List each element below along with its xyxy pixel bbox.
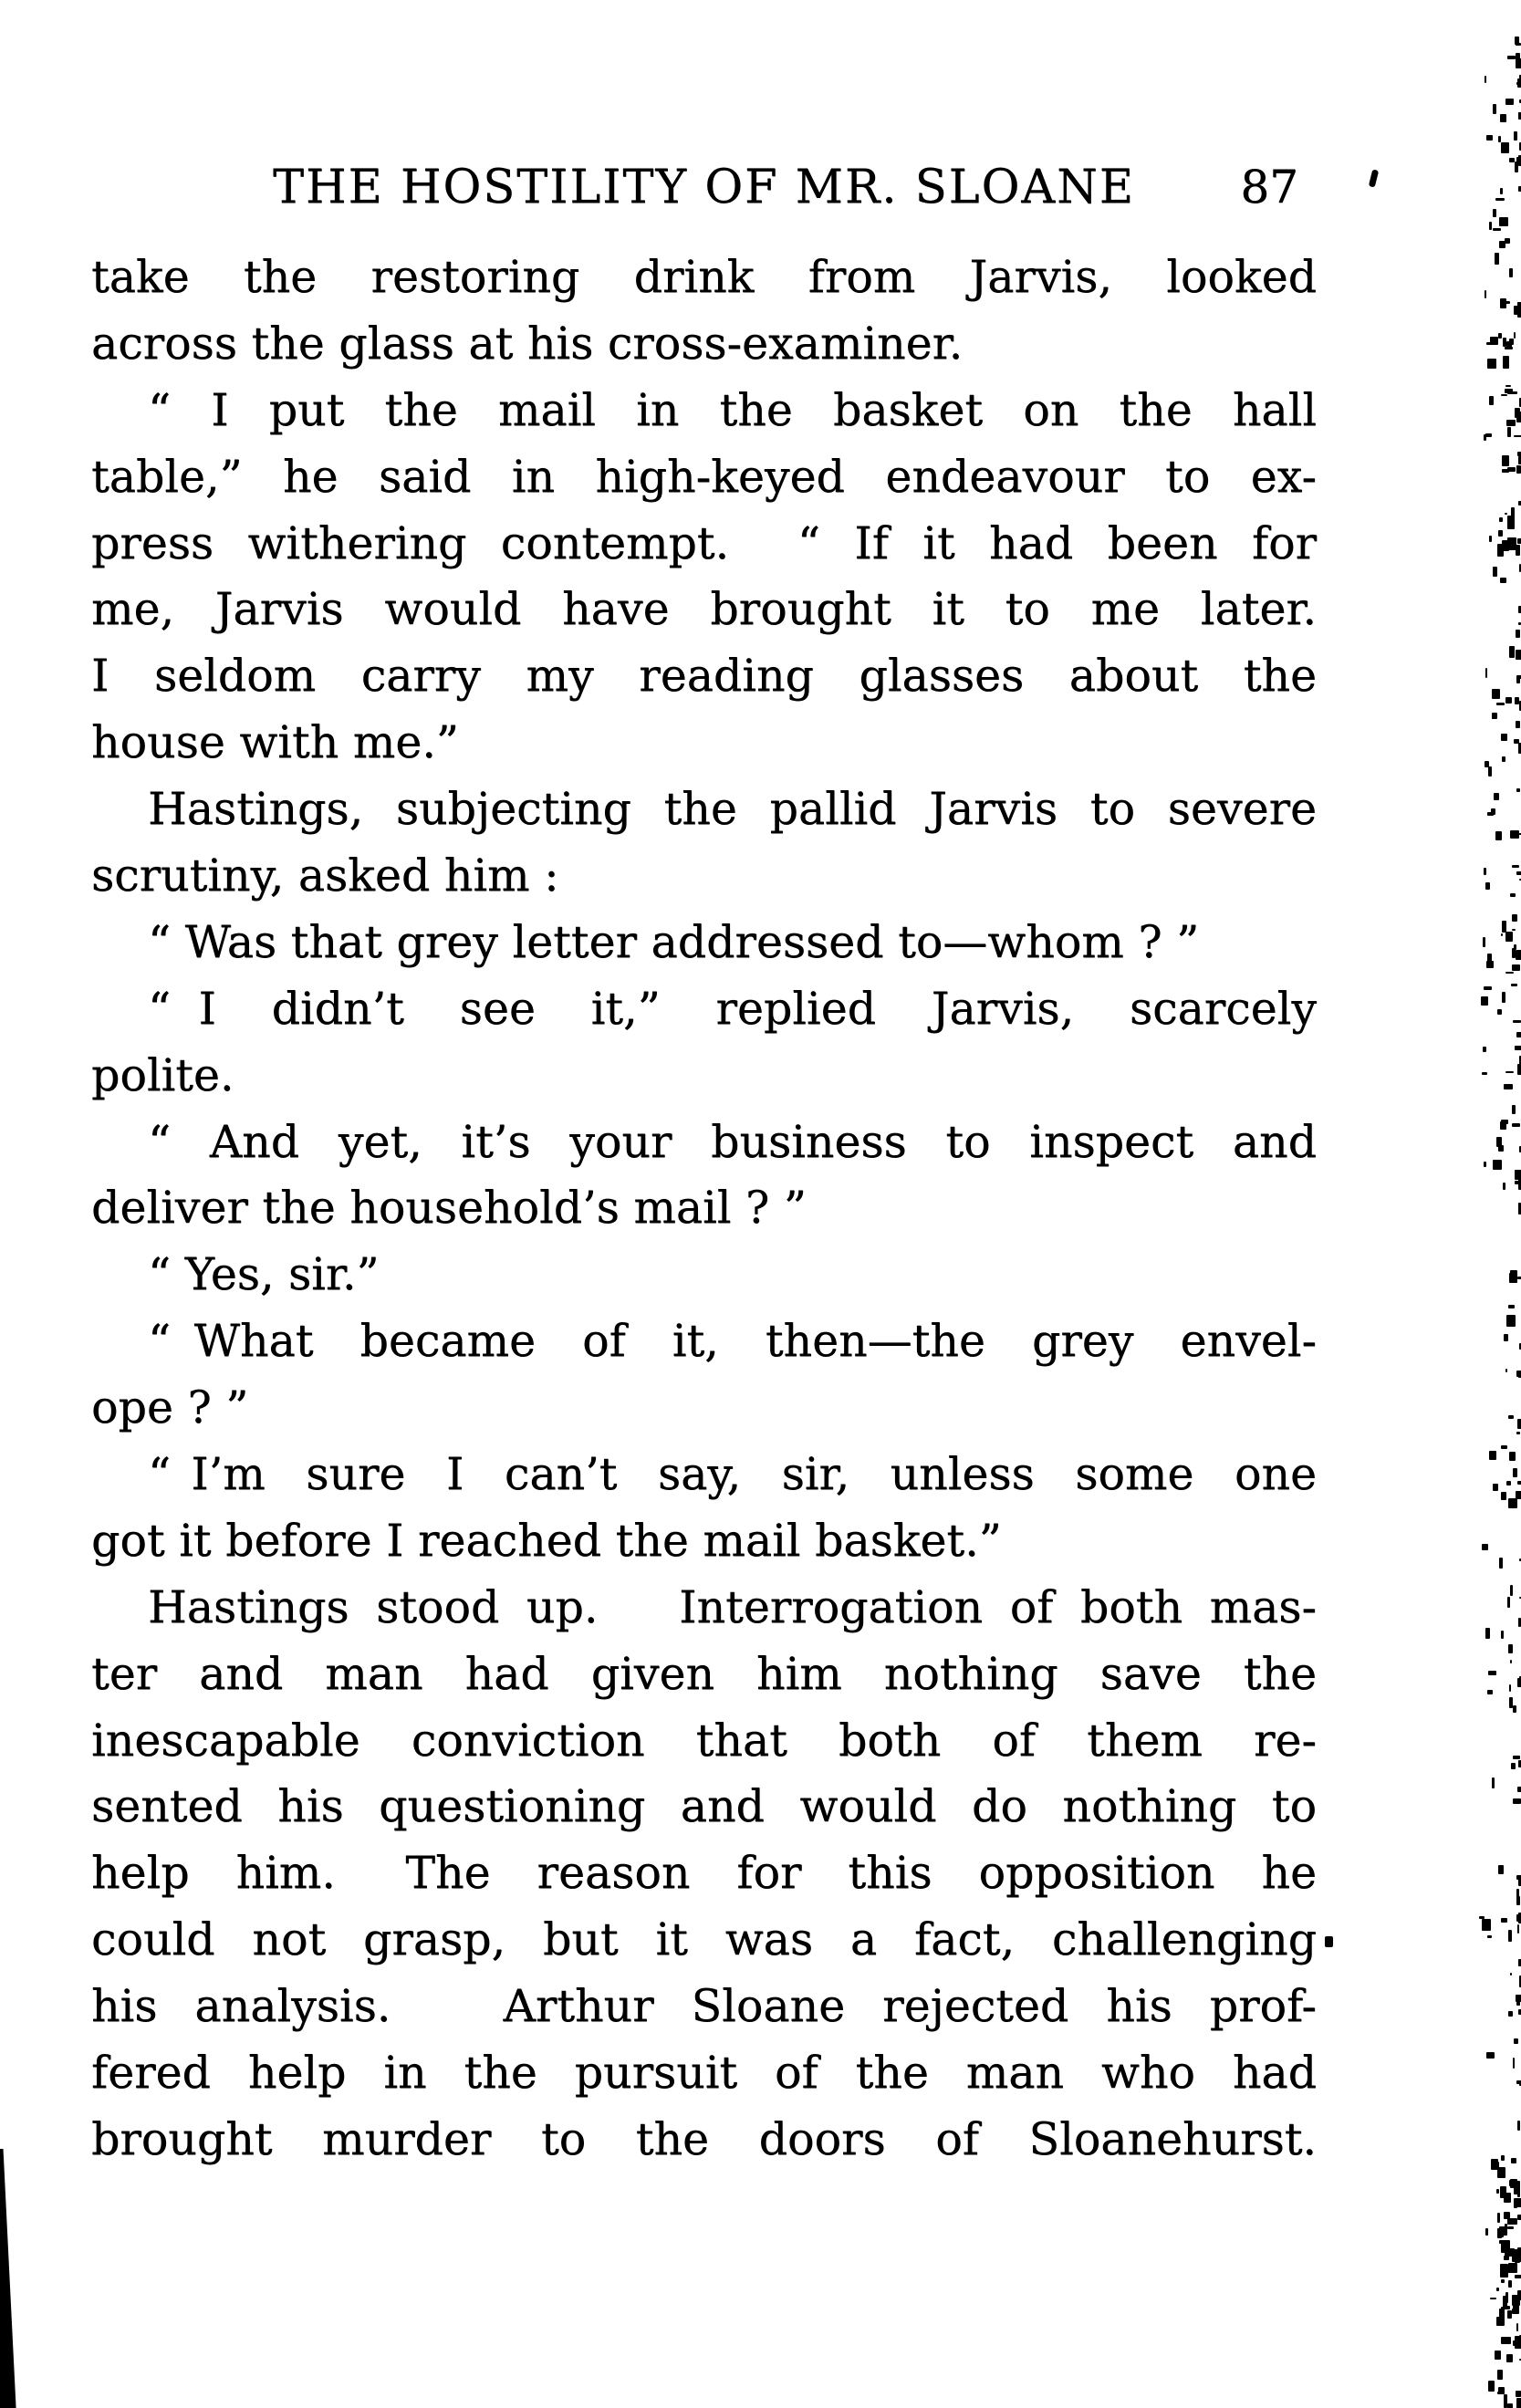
noise-speck bbox=[1489, 222, 1492, 230]
noise-speck bbox=[1516, 1896, 1520, 1905]
noise-speck bbox=[1492, 713, 1497, 719]
noise-speck bbox=[1491, 808, 1495, 815]
text-line: Hastings, subjecting the pallid Jarvis to severe bbox=[148, 783, 1317, 836]
noise-speck bbox=[1482, 1919, 1491, 1931]
noise-speck bbox=[1516, 1914, 1521, 1922]
noise-speck bbox=[1513, 1020, 1521, 1023]
noise-speck bbox=[1517, 78, 1521, 88]
noise-speck bbox=[1517, 1678, 1521, 1687]
noise-speck bbox=[1499, 217, 1508, 226]
noise-speck bbox=[1512, 964, 1520, 971]
noise-speck bbox=[1486, 2052, 1495, 2059]
noise-speck bbox=[1514, 944, 1516, 950]
noise-speck bbox=[1482, 1072, 1487, 1075]
noise-speck bbox=[1504, 2193, 1511, 2203]
noise-speck bbox=[1508, 1305, 1515, 1308]
noise-speck bbox=[1514, 2198, 1517, 2208]
noise-speck bbox=[1494, 793, 1499, 800]
running-head-title: THE HOSTILITY OF MR. SLOANE bbox=[273, 161, 1135, 214]
noise-speck bbox=[1508, 2011, 1513, 2017]
noise-speck bbox=[1516, 788, 1520, 792]
noise-speck bbox=[1516, 630, 1520, 638]
noise-speck bbox=[1492, 1777, 1495, 1788]
noise-speck bbox=[1508, 1930, 1512, 1942]
noise-speck bbox=[1485, 882, 1490, 890]
noise-speck bbox=[1505, 1369, 1507, 1372]
noise-speck bbox=[1505, 513, 1507, 515]
noise-speck bbox=[1510, 1270, 1517, 1277]
noise-speck bbox=[1517, 1481, 1521, 1485]
noise-speck bbox=[1505, 932, 1513, 942]
noise-speck bbox=[1514, 2038, 1518, 2044]
noise-speck bbox=[1485, 76, 1486, 83]
noise-speck bbox=[1502, 992, 1505, 1003]
noise-speck bbox=[1486, 342, 1495, 345]
noise-speck bbox=[1502, 455, 1509, 466]
noise-speck bbox=[1512, 1105, 1516, 1114]
text-line: scrutiny, asked him : bbox=[91, 850, 559, 902]
noise-speck bbox=[1505, 2267, 1513, 2273]
noise-speck bbox=[1502, 469, 1509, 473]
noise-speck bbox=[1513, 1468, 1517, 1477]
noise-speck bbox=[1507, 1597, 1510, 1608]
text-line: me, Jarvis would have brought it to me later. bbox=[91, 583, 1317, 636]
noise-speck bbox=[1510, 893, 1516, 897]
noise-speck bbox=[1500, 188, 1503, 194]
noise-speck bbox=[1496, 703, 1505, 705]
noise-speck bbox=[1493, 209, 1496, 217]
noise-speck bbox=[1485, 1628, 1490, 1639]
noise-speck bbox=[1507, 537, 1516, 550]
noise-speck bbox=[1516, 2080, 1521, 2084]
text-line: “ I put the mail in the basket on the hall bbox=[148, 383, 1317, 436]
text-line: “ And yet, it’s your business to inspect and bbox=[148, 1115, 1317, 1168]
noise-speck bbox=[1506, 1481, 1511, 1485]
noise-speck bbox=[1516, 1875, 1521, 1880]
noise-speck bbox=[1516, 2323, 1518, 2331]
noise-speck bbox=[1512, 929, 1516, 931]
text-line: ter and man had given him nothing save the bbox=[91, 1647, 1317, 1700]
noise-speck bbox=[1504, 1084, 1513, 1089]
noise-speck bbox=[1501, 1918, 1507, 1923]
text-line: table,” he said in high-keyed endeavour to ex- bbox=[91, 450, 1317, 503]
noise-speck bbox=[1513, 2058, 1515, 2069]
text-line: ope ? ” bbox=[91, 1381, 249, 1434]
text-line: house with me.” bbox=[91, 716, 459, 769]
noise-speck bbox=[1510, 1585, 1513, 1596]
noise-speck bbox=[1500, 578, 1506, 583]
text-line: polite. bbox=[91, 1048, 234, 1101]
noise-speck bbox=[1497, 2213, 1500, 2223]
text-line: I seldom carry my reading glasses about the bbox=[91, 650, 1317, 703]
noise-speck bbox=[1516, 63, 1521, 68]
noise-speck bbox=[1493, 104, 1496, 114]
noise-speck bbox=[1503, 1183, 1505, 1190]
text-line: take the restoring drink from Jarvis, looked bbox=[91, 251, 1317, 303]
noise-speck bbox=[1516, 465, 1521, 474]
page-number: 87 bbox=[1240, 161, 1298, 214]
noise-speck bbox=[1484, 434, 1486, 441]
noise-speck bbox=[1506, 2354, 1513, 2362]
noise-speck bbox=[1517, 1419, 1521, 1429]
noise-speck bbox=[1485, 290, 1486, 298]
noise-speck bbox=[1495, 253, 1499, 265]
body-text bbox=[91, 245, 1317, 2173]
noise-speck bbox=[1501, 2240, 1510, 2253]
noise-speck bbox=[1506, 1315, 1516, 1327]
noise-speck bbox=[1497, 2167, 1505, 2178]
noise-speck bbox=[1495, 2351, 1501, 2360]
noise-speck bbox=[1514, 435, 1521, 437]
text-line: “ I’m sure I can’t say, sir, unless some one bbox=[148, 1448, 1317, 1501]
noise-speck bbox=[1505, 972, 1514, 974]
noise-speck bbox=[1497, 1009, 1502, 1015]
noise-speck bbox=[1487, 1935, 1492, 1938]
noise-speck bbox=[1489, 396, 1494, 405]
noise-speck bbox=[1514, 332, 1516, 339]
text-line: press withering contempt. “ If it had been for bbox=[91, 516, 1317, 569]
noise-speck bbox=[1496, 2189, 1499, 2194]
noise-speck bbox=[1517, 2247, 1521, 2257]
noise-speck bbox=[1508, 2280, 1512, 2288]
text-line: “ Was that grey letter addressed to—whom ? ” bbox=[148, 915, 1200, 968]
noise-speck bbox=[1488, 1671, 1496, 1675]
noise-speck bbox=[1517, 1277, 1521, 1279]
noise-speck bbox=[1490, 2298, 1496, 2299]
noise-speck bbox=[1516, 871, 1521, 875]
noise-speck bbox=[1514, 131, 1517, 141]
noise-speck bbox=[1507, 2403, 1513, 2408]
noise-speck bbox=[1515, 1170, 1521, 1180]
noise-speck bbox=[1482, 1544, 1488, 1550]
noise-speck bbox=[1505, 1071, 1514, 1073]
noise-speck bbox=[1509, 158, 1515, 162]
noise-speck bbox=[1501, 1445, 1507, 1449]
noise-speck bbox=[1503, 356, 1509, 369]
scan-artifact-dot bbox=[1325, 1936, 1333, 1947]
noise-speck bbox=[1483, 1047, 1486, 1052]
noise-speck bbox=[1505, 385, 1511, 387]
noise-speck bbox=[1498, 530, 1503, 537]
noise-speck bbox=[1506, 420, 1516, 426]
noise-speck bbox=[1505, 238, 1510, 244]
noise-speck bbox=[1507, 56, 1516, 59]
noise-speck bbox=[1501, 1492, 1506, 1500]
text-line: his analysis. Arthur Sloane rejected his prof- bbox=[91, 1980, 1317, 2033]
noise-speck bbox=[1496, 2288, 1499, 2291]
noise-speck bbox=[1488, 2381, 1495, 2392]
running-head bbox=[91, 161, 1317, 215]
noise-speck bbox=[1502, 756, 1505, 762]
noise-speck bbox=[1497, 2370, 1503, 2380]
noise-speck bbox=[1501, 2337, 1511, 2344]
noise-speck bbox=[1497, 544, 1504, 557]
noise-speck bbox=[1499, 1558, 1503, 1569]
noise-speck bbox=[1516, 1032, 1521, 1037]
noise-speck bbox=[1515, 2336, 1521, 2349]
noise-speck bbox=[1501, 394, 1507, 396]
noise-speck bbox=[1505, 2215, 1508, 2219]
noise-speck bbox=[1511, 2158, 1516, 2163]
noise-speck bbox=[1504, 1334, 1508, 1341]
noise-speck bbox=[1510, 1973, 1512, 1975]
noise-speck bbox=[1508, 1644, 1513, 1653]
noise-speck bbox=[1516, 865, 1519, 868]
noise-speck bbox=[1501, 2307, 1505, 2320]
noise-speck bbox=[1501, 142, 1509, 153]
noise-speck bbox=[1484, 1162, 1486, 1167]
noise-speck bbox=[1511, 507, 1515, 518]
noise-speck bbox=[1499, 517, 1503, 522]
noise-speck bbox=[1511, 984, 1517, 986]
noise-speck bbox=[1516, 950, 1521, 960]
text-line: across the glass at his cross-examiner. bbox=[91, 317, 964, 370]
noise-speck bbox=[1516, 1432, 1520, 1434]
text-line: Hastings stood up. Interrogation of both mas- bbox=[148, 1580, 1317, 1633]
text-line: sented his questioning and would do nothing to bbox=[91, 1780, 1317, 1833]
noise-speck bbox=[1498, 2387, 1505, 2394]
noise-speck bbox=[1516, 721, 1520, 728]
text-line: help him. The reason for this opposition he bbox=[91, 1847, 1317, 1900]
noise-speck bbox=[1485, 668, 1487, 678]
noise-speck bbox=[1512, 1123, 1520, 1127]
noise-speck bbox=[1489, 536, 1492, 542]
scan-artifact-mark bbox=[1369, 169, 1379, 187]
noise-speck bbox=[1513, 1756, 1520, 1759]
noise-speck bbox=[1513, 1798, 1521, 1804]
noise-speck bbox=[1505, 2292, 1508, 2303]
noise-speck bbox=[1501, 2279, 1505, 2283]
noise-speck bbox=[1509, 646, 1515, 658]
noise-speck bbox=[1505, 301, 1510, 304]
text-line: could not grasp, but it was a fact, challenging bbox=[91, 1913, 1317, 1966]
noise-speck bbox=[1496, 1137, 1502, 1147]
text-line: deliver the household’s mail ? ” bbox=[91, 1182, 807, 1235]
noise-speck bbox=[1516, 650, 1521, 660]
noise-speck bbox=[1512, 914, 1517, 922]
noise-speck bbox=[1498, 1865, 1504, 1874]
noise-speck bbox=[1493, 1484, 1498, 1491]
noise-speck bbox=[1484, 986, 1492, 990]
noise-speck bbox=[1504, 2256, 1509, 2260]
noise-speck bbox=[1481, 996, 1488, 1006]
noise-speck bbox=[1509, 1697, 1513, 1708]
noise-speck bbox=[1516, 43, 1521, 46]
noise-speck bbox=[1502, 921, 1506, 933]
noise-speck bbox=[1516, 2398, 1521, 2408]
scan-artifact-left-bar bbox=[0, 2149, 20, 2408]
noise-speck bbox=[1517, 2215, 1521, 2220]
noise-speck bbox=[1509, 268, 1513, 277]
noise-speck bbox=[1493, 228, 1501, 231]
noise-speck bbox=[1485, 433, 1492, 437]
noise-speck bbox=[1510, 2179, 1517, 2188]
noise-speck bbox=[1493, 1160, 1502, 1170]
noise-speck bbox=[1512, 2309, 1519, 2314]
noise-speck bbox=[1499, 2226, 1507, 2236]
noise-speck bbox=[1483, 937, 1485, 947]
noise-speck bbox=[1500, 1121, 1506, 1130]
noise-speck bbox=[1516, 1995, 1521, 2002]
noise-speck bbox=[1517, 2121, 1520, 2131]
noise-speck bbox=[1501, 933, 1503, 936]
noise-speck bbox=[1517, 2290, 1521, 2299]
noise-speck bbox=[1495, 831, 1502, 840]
text-line: “ Yes, sir.” bbox=[148, 1248, 380, 1301]
noise-speck bbox=[1517, 1787, 1521, 1792]
noise-speck bbox=[1516, 412, 1521, 422]
noise-speck bbox=[1509, 1684, 1511, 1692]
noise-speck bbox=[1500, 114, 1506, 122]
noise-speck bbox=[1505, 99, 1514, 105]
noise-speck bbox=[1498, 136, 1501, 142]
text-line: “ I didn’t see it,” replied Jarvis, scarcely bbox=[148, 982, 1317, 1035]
noise-speck bbox=[1506, 341, 1512, 349]
noise-speck bbox=[1484, 868, 1486, 875]
text-line: inescapable conviction that both of them re- bbox=[91, 1714, 1317, 1767]
noise-speck bbox=[1510, 1660, 1512, 1663]
noise-speck bbox=[1486, 961, 1494, 968]
noise-speck bbox=[1517, 538, 1521, 544]
noise-speck bbox=[1507, 2218, 1517, 2225]
noise-speck bbox=[1507, 2226, 1514, 2229]
noise-speck bbox=[1501, 1631, 1504, 1639]
noise-speck bbox=[1517, 452, 1521, 456]
noise-speck bbox=[1498, 333, 1502, 339]
noise-speck bbox=[1509, 1452, 1516, 1461]
noise-speck bbox=[1495, 198, 1505, 201]
noise-speck bbox=[1489, 1451, 1496, 1460]
text-line: fered help in the pursuit of the man who had bbox=[91, 2047, 1317, 2100]
noise-speck bbox=[1493, 567, 1497, 577]
noise-speck bbox=[1487, 359, 1496, 369]
noise-speck bbox=[1487, 1690, 1493, 1694]
noise-speck bbox=[1492, 689, 1500, 699]
noise-speck bbox=[1515, 2275, 1521, 2278]
noise-speck bbox=[1515, 697, 1519, 704]
noise-speck bbox=[1517, 1924, 1519, 1931]
noise-speck bbox=[1515, 1181, 1521, 1184]
noise-speck bbox=[1507, 427, 1511, 437]
noise-speck bbox=[1486, 135, 1493, 141]
noise-speck bbox=[1513, 1705, 1516, 1713]
noise-speck bbox=[1501, 734, 1507, 741]
noise-speck bbox=[1512, 1501, 1516, 1504]
noise-speck bbox=[1508, 1415, 1514, 1419]
text-line: brought murder to the doors of Sloanehurst. bbox=[91, 2112, 1317, 2165]
noise-speck bbox=[1488, 766, 1492, 777]
noise-speck bbox=[1515, 1046, 1521, 1050]
noise-speck bbox=[1505, 697, 1512, 704]
noise-speck bbox=[1485, 2228, 1488, 2236]
noise-speck bbox=[1517, 302, 1521, 311]
noise-speck bbox=[1501, 2155, 1505, 2161]
noise-speck bbox=[1511, 1763, 1516, 1769]
text-line: “ What became of it, then—the grey envel- bbox=[148, 1315, 1317, 1368]
noise-speck bbox=[1516, 2391, 1521, 2397]
text-line: got it before I reached the mail basket.” bbox=[91, 1514, 1002, 1567]
noise-speck bbox=[1507, 391, 1517, 394]
